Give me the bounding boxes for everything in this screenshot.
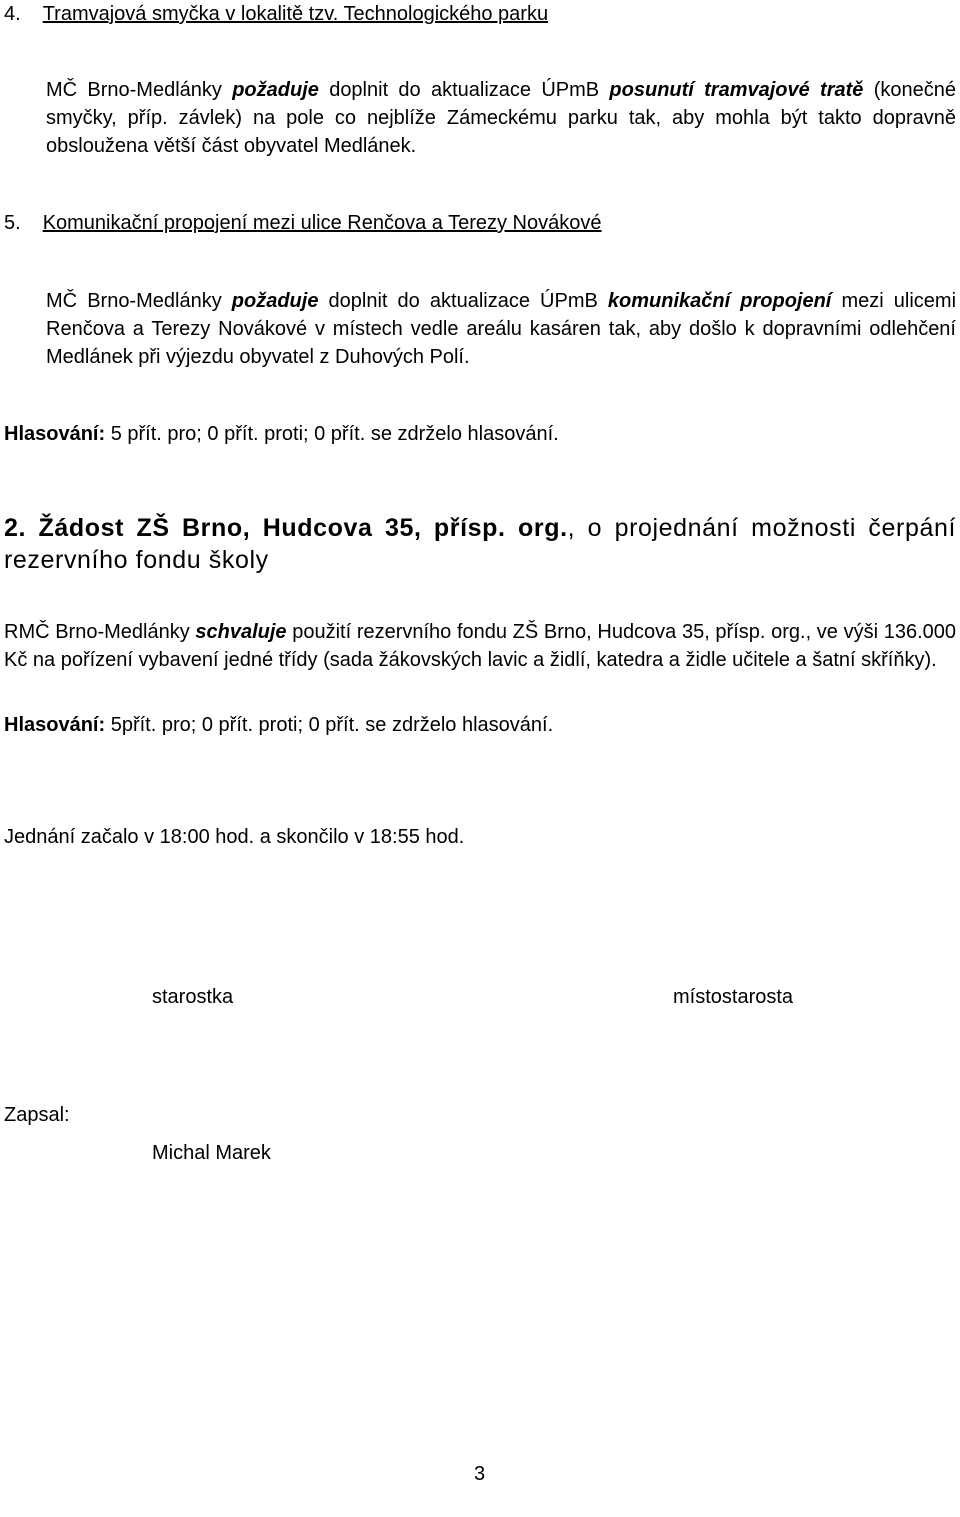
section-5-title: Komunikační propojení mezi ulice Renčova a Terezy Novákové (42, 212, 602, 234)
voting-result-2 (4, 711, 553, 739)
page-number: 3 (474, 1463, 486, 1485)
voting-label: Hlasování: (4, 423, 106, 445)
signature-deputy-mayor: místostarosta (673, 986, 794, 1008)
item-2-title-rest: , o projednání možnosti čerpání rezervního fondu školy (4, 514, 957, 574)
section-4-title: Tramvajová smyčka v lokalitě tzv. Technologického parku (42, 3, 549, 25)
signature-mayor: starostka (152, 986, 234, 1008)
requirement-subject: posunutí tramvajové tratě (609, 79, 864, 101)
item-2-paragraph: RMČ Brno-Medlánky schvaluje použití rezervního fondu ZŠ Brno, Hudcova 35, přísp. org., ve výši 136.000 Kč na pořízení vybavení jedné třídy (sada žákovských lavic a židlí, katedra a židle učitele a šatní skříňky). (4, 621, 956, 671)
voting-text: 5 přít. pro; 0 přít. proti; 0 přít. se zdrželo hlasování. (105, 423, 559, 445)
section-5-number: 5. (4, 212, 21, 234)
requirement-subject: komunikační propojení (607, 290, 832, 312)
recorder-name: Michal Marek (152, 1142, 271, 1164)
section-4-number: 4. (4, 3, 21, 25)
item-2-heading (4, 512, 956, 576)
requirement-keyword: požaduje (232, 79, 319, 101)
meeting-time: Jednání začalo v 18:00 hod. a skončilo v 18:55 hod. (4, 826, 465, 848)
section-5-heading (4, 209, 602, 237)
voting-result-1 (4, 420, 559, 448)
voting-text: 5přít. pro; 0 přít. proti; 0 přít. se zdrželo hlasování. (105, 714, 554, 736)
voting-label: Hlasování: (4, 714, 106, 736)
section-4-heading (4, 0, 548, 28)
recorder-label: Zapsal: (4, 1104, 70, 1126)
item-2-title: 2. Žádost ZŠ Brno, Hudcova 35, přísp. org. (4, 514, 568, 542)
approval-keyword: schvaluje (195, 621, 287, 643)
section-4-paragraph: MČ Brno-Medlánky požaduje doplnit do aktualizace ÚPmB posunutí tramvajové tratě (konečné smyčky, příp. závlek) na pole co nejblíže Zámeckému parku tak, aby mohla být takto dopravně obsloužena větší část obyvatel Medlánek. (46, 79, 956, 157)
requirement-keyword: požaduje (231, 290, 319, 312)
section-5-paragraph: MČ Brno-Medlánky požaduje doplnit do aktualizace ÚPmB komunikační propojení mezi ulicemi Renčova a Terezy Novákové v místech vedle areálu kasáren tak, aby došlo k dopravními odlehčení Medlánek při výjezdu obyvatel z Duhových Polí. (46, 290, 957, 368)
